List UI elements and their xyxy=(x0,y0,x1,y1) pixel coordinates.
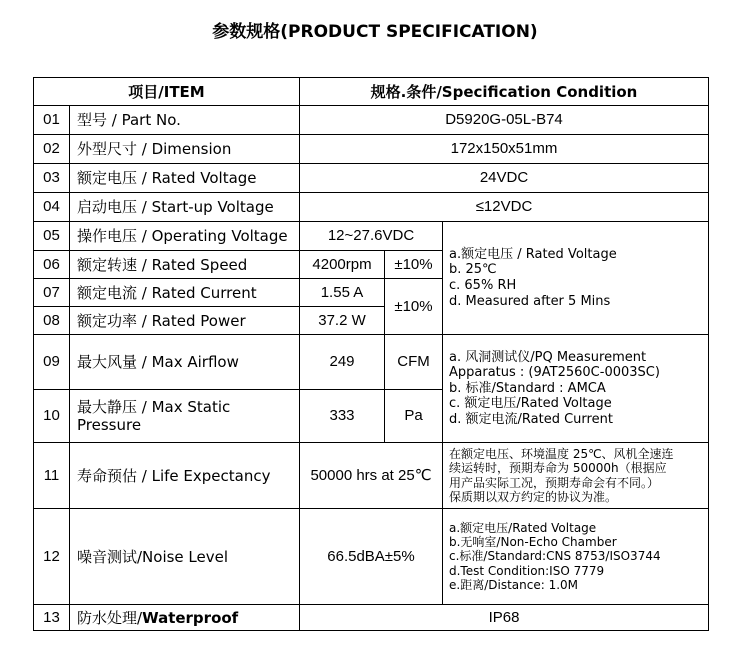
row-item: 额定转速 / Rated Speed xyxy=(70,251,300,279)
row-item: 寿命预估 / Life Expectancy xyxy=(70,443,300,509)
row-value: 12~27.6VDC xyxy=(300,222,443,251)
row-value: D5920G-05L-B74 xyxy=(300,106,709,135)
row-number: 11 xyxy=(34,443,70,509)
row-number: 13 xyxy=(34,605,70,631)
row-item: 启动电压 / Start-up Voltage xyxy=(70,193,300,222)
row-item: 额定电流 / Rated Current xyxy=(70,279,300,307)
row-tolerance: ±10% xyxy=(385,279,443,335)
table-row xyxy=(34,164,709,193)
row-unit: CFM xyxy=(385,335,443,390)
row-number: 12 xyxy=(34,509,70,605)
condition-line: a.额定电压 / Rated Voltage xyxy=(449,246,617,262)
condition-line: b. 25℃ xyxy=(449,262,497,278)
row-number: 02 xyxy=(34,135,70,164)
row-value: 66.5dBA±5% xyxy=(300,509,443,605)
condition-cell-05-08 xyxy=(443,222,709,335)
row-item: 额定电压 / Rated Voltage xyxy=(70,164,300,193)
table-row xyxy=(34,605,709,631)
row-item-line: Pressure xyxy=(77,416,142,434)
table-row xyxy=(34,135,709,164)
row-item-prefix: 防水处理/ xyxy=(77,608,143,627)
table-header-row xyxy=(34,78,709,106)
condition-cell-09-10 xyxy=(443,335,709,443)
table-row xyxy=(34,509,709,605)
row-number: 08 xyxy=(34,307,70,335)
row-value: 4200rpm xyxy=(300,251,385,279)
row-item: 外型尺寸 / Dimension xyxy=(70,135,300,164)
row-unit: Pa xyxy=(385,390,443,443)
table-row xyxy=(34,193,709,222)
table-row xyxy=(34,335,709,390)
table-row xyxy=(34,443,709,509)
condition-line: 用产品实际工况，预期寿命会有不同。） xyxy=(449,475,660,490)
condition-line: b.无响室/Non-Echo Chamber xyxy=(449,534,617,549)
condition-line: c. 额定电压/Rated Voltage xyxy=(449,396,612,412)
condition-line: 保质期以双方约定的协议为准。 xyxy=(449,489,618,504)
row-number: 03 xyxy=(34,164,70,193)
table-row xyxy=(34,222,709,251)
condition-line: a. 风洞测试仪/PQ Measurement xyxy=(449,349,647,365)
condition-line: d. Measured after 5 Mins xyxy=(449,293,611,309)
row-value: ≤12VDC xyxy=(300,193,709,222)
condition-line: d.Test Condition:ISO 7779 xyxy=(449,563,605,578)
row-value: 37.2 W xyxy=(300,307,385,335)
row-value: 24VDC xyxy=(300,164,709,193)
row-value: 50000 hrs at 25℃ xyxy=(300,443,443,509)
condition-line: c. 65% RH xyxy=(449,278,517,293)
condition-line: 在额定电压、环境温度 25℃、风机全速连 xyxy=(449,446,674,461)
row-value: 172x150x51mm xyxy=(300,135,709,164)
condition-line: Apparatus : (9AT2560C-0003SC) xyxy=(449,365,660,381)
row-item xyxy=(70,390,300,443)
condition-cell-11 xyxy=(443,443,709,509)
condition-line: e.距离/Distance: 1.0M xyxy=(449,578,579,593)
row-value: 249 xyxy=(300,335,385,390)
header-item: 项目/ITEM xyxy=(34,78,300,106)
spec-table xyxy=(33,77,709,631)
condition-line: b. 标准/Standard : AMCA xyxy=(449,380,606,396)
table-row xyxy=(34,106,709,135)
condition-line: a.额定电压/Rated Voltage xyxy=(449,520,597,535)
row-value: 333 xyxy=(300,390,385,443)
row-item xyxy=(70,605,300,631)
row-item: 最大风量 / Max Airflow xyxy=(70,335,300,390)
row-number: 07 xyxy=(34,279,70,307)
row-number: 05 xyxy=(34,222,70,251)
row-number: 06 xyxy=(34,251,70,279)
row-value: IP68 xyxy=(300,605,709,631)
header-spec: 规格.条件/Specification Condition xyxy=(300,78,709,106)
row-item-line: 最大静压 / Max Static xyxy=(77,398,231,416)
condition-line: d. 额定电流/Rated Current xyxy=(449,411,613,427)
row-number: 09 xyxy=(34,335,70,390)
row-item: 额定功率 / Rated Power xyxy=(70,307,300,335)
row-number: 01 xyxy=(34,106,70,135)
row-value: 1.55 A xyxy=(300,279,385,307)
page-title: 参数规格(PRODUCT SPECIFICATION) xyxy=(212,22,538,42)
condition-line: c.标准/Standard:CNS 8753/ISO3744 xyxy=(449,549,661,564)
row-item: 噪音测试/Noise Level xyxy=(70,509,300,605)
condition-cell-12 xyxy=(443,509,709,605)
row-number: 04 xyxy=(34,193,70,222)
row-item-bold: Waterproof xyxy=(142,608,239,627)
row-number: 10 xyxy=(34,390,70,443)
row-item: 型号 / Part No. xyxy=(70,106,300,135)
row-item: 操作电压 / Operating Voltage xyxy=(70,222,300,251)
condition-line: 续运转时，预期寿命为 50000h（根据应 xyxy=(449,461,667,476)
row-tolerance: ±10% xyxy=(385,251,443,279)
